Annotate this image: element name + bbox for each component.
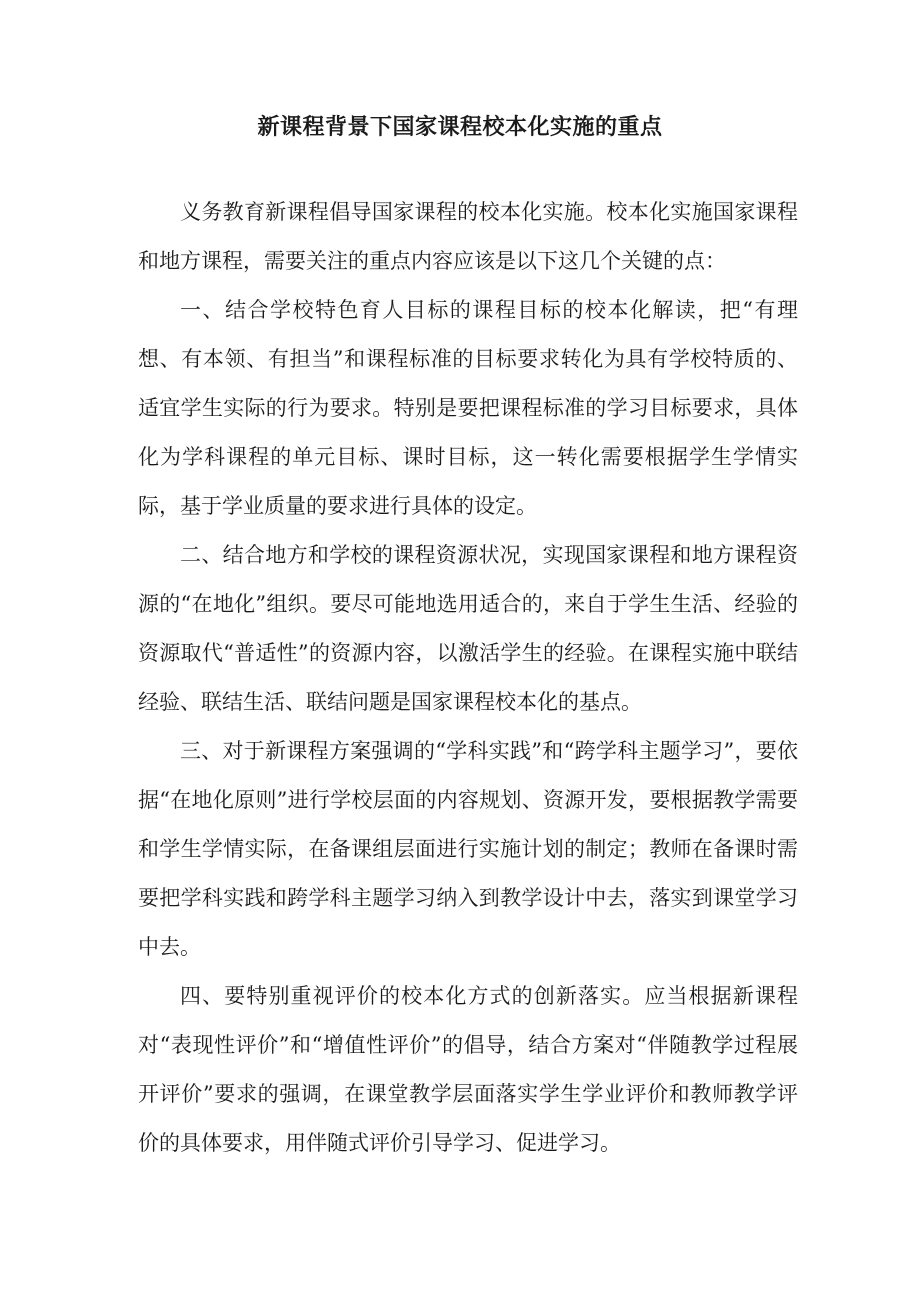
paragraph-point-3: 三、对于新课程方案强调的“学科实践”和“跨学科主题学习”，要依据“在地化原则”进行学校层面的内容规划、资源开发，要根据教学需要和学生学情实际，在备课组层面进行实施计划的制定；教师在备课时需要把学科实践和跨学科主题学习纳入到教学设计中去，落实到课堂学习中去。 bbox=[138, 739, 798, 959]
paragraph-point-2: 二、结合地方和学校的课程资源状况，实现国家课程和地方课程资源的“在地化”组织。要尽可能地选用适合的，来自于学生生活、经验的资源取代“普适性”的资源内容，以激活学生的经验。在课程实施中联结经验、联结生活、联结问题是国家课程校本化的基点。 bbox=[138, 543, 798, 714]
paragraph-point-1: 一、结合学校特色育人目标的课程目标的校本化解读，把“有理想、有本领、有担当”和课程标准的目标要求转化为具有学校特质的、适宜学生实际的行为要求。特别是要把课程标准的学习目标要求，具体化为学科课程的单元目标、课时目标，这一转化需要根据学生学情实际，基于学业质量的要求进行具体的设定。 bbox=[138, 298, 798, 518]
document-body bbox=[138, 188, 798, 1168]
document-title: 新课程背景下国家课程校本化实施的重点 bbox=[257, 114, 663, 140]
paragraph-intro: 义务教育新课程倡导国家课程的校本化实施。校本化实施国家课程和地方课程，需要关注的重点内容应该是以下这几个关键的点： bbox=[138, 200, 798, 273]
paragraph-point-4: 四、要特别重视评价的校本化方式的创新落实。应当根据新课程对“表现性评价”和“增值性评价”的倡导，结合方案对“伴随教学过程展开评价”要求的强调，在课堂教学层面落实学生学业评价和教师教学评价的具体要求，用伴随式评价引导学习、促进学习。 bbox=[138, 984, 798, 1155]
